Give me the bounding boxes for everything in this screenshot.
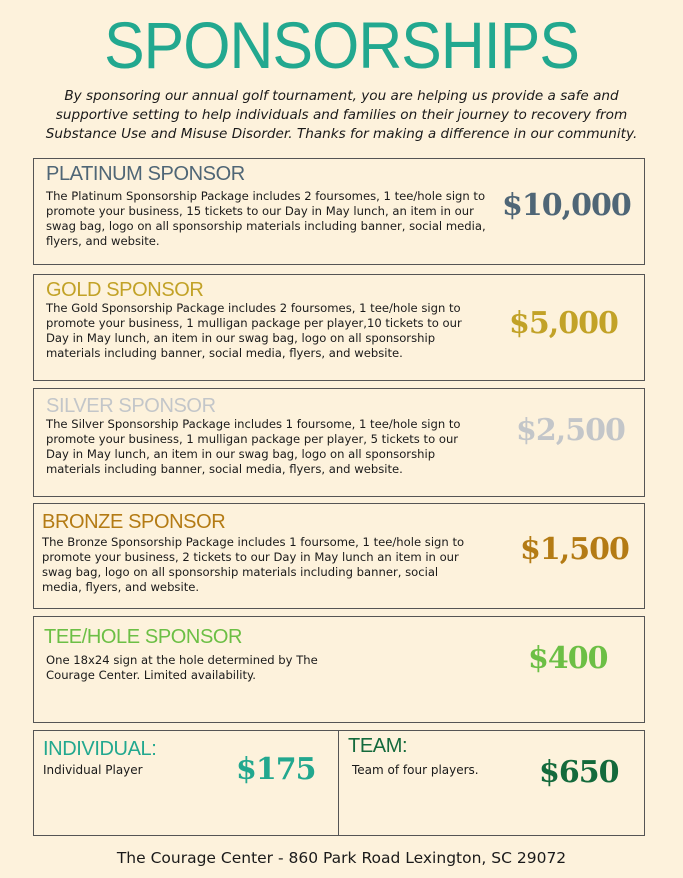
team-section <box>339 731 644 835</box>
tee-hole-sponsor-title: TEE/HOLE SPONSOR <box>44 626 243 648</box>
team-title: TEAM: <box>348 735 408 757</box>
individual-team-box <box>33 730 645 836</box>
silver-sponsor-description: The Silver Sponsorship Package includes 1 foursome, 1 tee/hole sign to promote your business, 1 mulligan package per player, 5 tickets to our Day in May lunch, an item in our swag bag, logo on all sponsorship materials including banner, social media, flyers, and website. <box>46 417 461 476</box>
gold-sponsor-box <box>33 274 645 381</box>
individual-title: INDIVIDUAL: <box>43 738 157 760</box>
individual-price: $175 <box>236 752 316 787</box>
tee-hole-sponsor-description: One 18x24 sign at the hole determined by The Courage Center. Limited availability. <box>46 653 318 682</box>
tee-hole-sponsor-price: $400 <box>528 641 608 676</box>
silver-sponsor-box <box>33 388 645 497</box>
gold-sponsor-price: $5,000 <box>509 306 618 341</box>
bronze-sponsor-box <box>33 503 645 609</box>
platinum-sponsor-box <box>33 158 645 265</box>
intro-text: By sponsoring our annual golf tournament, you are helping us provide a safe and supportive setting to help individuals and families on their journey to recovery from Substance Use and Misuse Disorder. Thanks for making a difference in our community. <box>45 88 638 142</box>
team-description: Team of four players. <box>352 763 479 777</box>
individual-section <box>34 731 339 835</box>
platinum-sponsor-description: The Platinum Sponsorship Package includes 2 foursomes, 1 tee/hole sign to promote your business, 15 tickets to our Day in May lunch, an item in our swag bag, logo on all sponsorship materials including banner, social media, flyers, and website. <box>46 189 486 248</box>
tee-hole-sponsor-box <box>33 616 645 723</box>
gold-sponsor-title: GOLD SPONSOR <box>46 279 204 301</box>
platinum-sponsor-price: $10,000 <box>502 188 631 223</box>
bronze-sponsor-price: $1,500 <box>520 532 629 567</box>
bronze-sponsor-description: The Bronze Sponsorship Package includes 1 foursome, 1 tee/hole sign to promote your business, 2 tickets to our Day in May lunch an item in our swag bag, logo on all sponsorship materials including banner, social media, flyers, and website. <box>42 535 465 594</box>
individual-description: Individual Player <box>43 763 143 777</box>
page-title: SPONSORSHIPS <box>104 8 579 82</box>
team-price: $650 <box>539 755 619 790</box>
silver-sponsor-price: $2,500 <box>516 413 625 448</box>
gold-sponsor-description: The Gold Sponsorship Package includes 2 foursomes, 1 tee/hole sign to promote your business, 1 mulligan package per player,10 tickets to our Day in May lunch, an item in our swag bag, logo on all sponsorship materials including banner, social media, flyers, and website. <box>46 301 462 360</box>
bronze-sponsor-title: BRONZE SPONSOR <box>42 511 226 533</box>
silver-sponsor-title: SILVER SPONSOR <box>46 395 216 417</box>
platinum-sponsor-title: PLATINUM SPONSOR <box>46 163 245 185</box>
footer-address: The Courage Center - 860 Park Road Lexington, SC 29072 <box>116 849 567 867</box>
